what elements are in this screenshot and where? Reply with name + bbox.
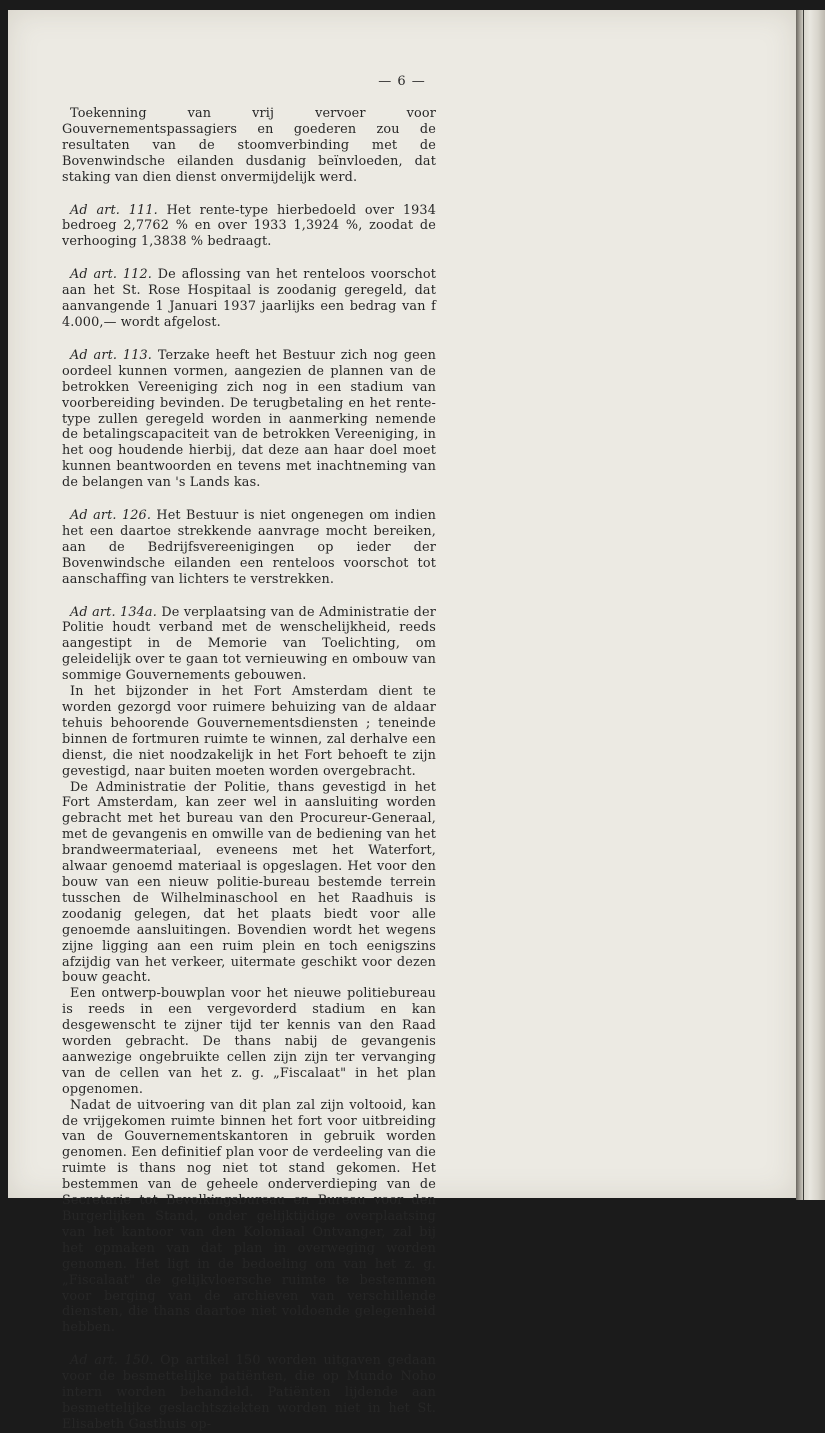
- paragraph: [62, 605, 436, 685]
- paragraph: [62, 1098, 436, 1337]
- article-reference: Ad art. 150.: [70, 1353, 154, 1369]
- document-page: [8, 10, 796, 1432]
- paragraph: [62, 348, 436, 491]
- article-reference: Ad art. 111.: [70, 202, 158, 218]
- paragraph: [62, 508, 436, 588]
- article-reference: Ad art. 126.: [70, 508, 152, 524]
- paragraph: [62, 684, 436, 779]
- section: [62, 267, 436, 331]
- section: [62, 106, 436, 186]
- paragraph: [62, 986, 436, 1097]
- article-reference: Ad art. 112.: [70, 267, 152, 283]
- section: [62, 348, 436, 491]
- paragraph-text: Terzake heeft het Bestuur zich nog geen oordeel kunnen vormen, aangezien de plannen van de betrokken Vereeniging zich nog in een stadium van voorbereiding bevinden. De terugbetaling en het rente-type zullen geregeld worden in aanmerking nemende de betalingscapaciteit van de betrokken Vereeniging, in het oog houdende hierbij, dat deze aan haar doel moet kunnen beantwoorden en tevens met inachtneming van de belangen van 's Lands kas.: [62, 347, 436, 491]
- paragraph-text: Het rente-type hierbedoeld over 1934 bedroeg 2,7762 % en over 1933 1,3924 %, zoodat de verhooging 1,3838 % bedraagt.: [62, 202, 437, 250]
- text-column: [62, 106, 436, 1433]
- article-reference: Ad art. 113.: [70, 347, 152, 363]
- page-number: — 6 —: [378, 74, 426, 89]
- section: [62, 1353, 436, 1433]
- paragraph-text: De Administratie der Politie, thans gevestigd in het Fort Amsterdam, kan zeer wel in aansluiting worden gebracht met het bureau van den Procureur-Generaal, met de gevangenis en omwille van de bediening van het brandweermateriaal, eveneens met het Waterfort, alwaar genoemd materiaal is opgeslagen. Het voor den bouw van een nieuw politie-bureau bestemde terrein tusschen de Wilhelminaschool en het Raadhuis is zoodanig gelegen, dat het plaats biedt voor alle genoemde aansluitingen. Bovendien wordt het wegens zijne ligging aan een ruim plein en toch eenigszins afzijdig van het verkeer, uitermate geschikt voor dezen bouw geacht.: [62, 779, 436, 986]
- paragraph: [62, 267, 436, 331]
- paragraph-text: Een ontwerp-bouwplan voor het nieuwe politiebureau is reeds in een vergevorderd stadium en kan desgewenscht te zijner tijd ter kennis van den Raad worden gebracht. De thans nabij de gevangenis aanwezige ongebruikte cellen zijn zijn ter vervanging van de cellen van het z. g. „Fiscalaat" in het plan opgenomen.: [62, 986, 436, 1097]
- paragraph: [62, 203, 436, 251]
- article-reference: Ad art. 134a.: [70, 604, 157, 620]
- section: [62, 203, 436, 251]
- paragraph-text: Op artikel 150 worden uitgaven gedaan voor de besmettelijke patiënten, die op Mundo Noho intern worden behandeld. Patiënten lijdende aan besmettelijke geslachtsziekten worden niet in het St. Elisabeth Gasthuis op-: [62, 1353, 436, 1432]
- paragraph: [62, 1353, 436, 1433]
- paragraph-text: De verplaatsing van de Administratie der Politie houdt verband met de wenschelijkheid, reeds aangestipt in de Memorie van Toelichting, om geleidelijk over te gaan tot vernieuwing en ombouw van sommige Gouvernements gebouwen.: [62, 604, 436, 684]
- paragraph-text: In het bijzonder in het Fort Amsterdam dient te worden gezorgd voor ruimere behuizing van de aldaar tehuis behoorende Gouvernementsdiensten ; teneinde binnen de fortmuren ruimte te winnen, zal derhalve een dienst, die niet noodzakelijk in het Fort behoeft te zijn gevestigd, naar buiten moeten worden overgebracht.: [62, 684, 436, 779]
- paragraph: [62, 780, 436, 987]
- paragraph-text: De aflossing van het renteloos voorschot aan het St. Rose Hospitaal is zoodanig geregeld, dat aanvangende 1 Januari 1937 jaarlijks een bedrag van f 4.000,— wordt afgelost.: [62, 267, 436, 330]
- paragraph: [62, 106, 436, 186]
- section: [62, 605, 436, 1337]
- section: [62, 508, 436, 588]
- paragraph-text: Toekenning van vrij vervoer voor Gouvernementspassagiers en goederen zou de resultaten van de stoomverbinding met de Bovenwindsche eilanden dusdanig beïnvloeden, dat staking van dien dienst onvermijdelijk werd.: [62, 106, 436, 185]
- binding-line: [803, 10, 804, 1200]
- page-edge: [796, 10, 825, 1200]
- paragraph-text: Het Bestuur is niet ongenegen om indien het een daartoe strekkende aanvrage mocht bereiken, aan de Bedrijfsvereenigingen op ieder der Bovenwindsche eilanden een renteloos voorschot tot aanschaffing van lichters te verstrekken.: [62, 508, 437, 587]
- paragraph-text: Nadat de uitvoering van dit plan zal zijn voltooid, kan de vrijgekomen ruimte binnen het fort voor uitbreiding van de Gouvernementskantoren in gebruik worden genomen. Een definitief plan voor de verdeeling van die ruimte is thans nog niet tot stand gekomen. Het bestemmen van de geheele onderverdieping van de Secretarie tot Bevolkingsbureau en Bureau voor den Burgerlijken Stand, onder gelijktijdige overplaatsing van het kantoor van den Koloniaal Ontvanger, zal bij het opmaken van dat plan in overweging worden genomen. Het ligt in de bedoeling om van het z. g. „Fiscalaat" de gelijkvloersche ruimte te bestemmen voor berging van de archieven van verschillende diensten, die thans daartoe niet voldoende gelegenheid hebben.: [62, 1097, 436, 1336]
